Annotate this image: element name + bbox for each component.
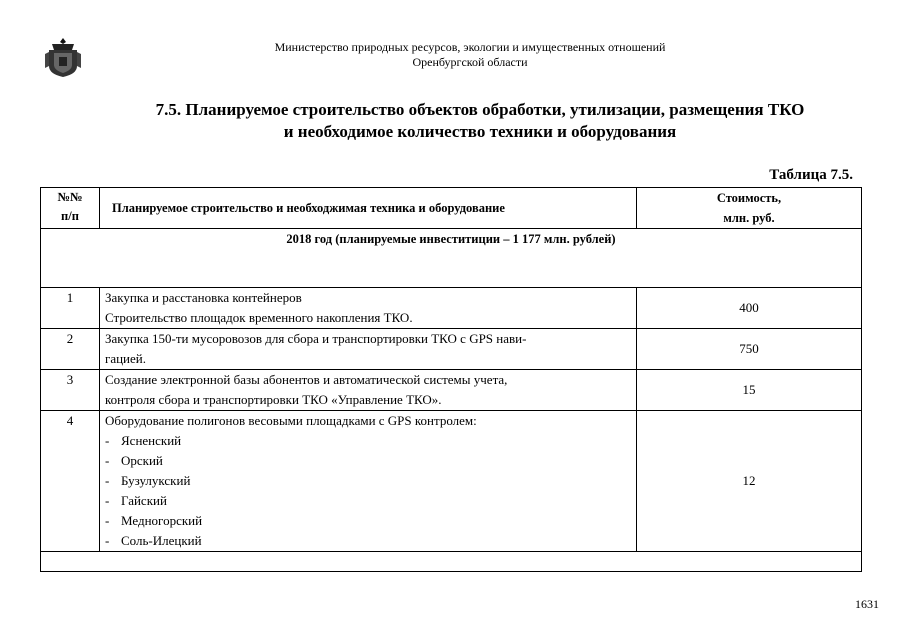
row-number: 2 [41,329,100,370]
row-cost: 400 [637,288,862,329]
investment-table [40,187,862,572]
row-description [100,370,637,411]
table-caption: Таблица 7.5. [769,167,853,183]
landfill-list-item [105,431,636,451]
region-name: Оренбургской области [412,55,528,69]
empty-cell [41,552,862,572]
table-header-row [41,188,862,229]
row-description-line: гацией. [105,351,146,366]
header-number [41,188,100,229]
list-dash: - [105,513,110,528]
row-number: 4 [41,411,100,552]
row-description [100,411,637,552]
row-cost: 12 [637,411,862,552]
landfill-list-item [105,451,636,471]
ministry-name: Министерство природных ресурсов, экологии и имущественных отношений [274,40,666,54]
section-title-line2: и необходимое количество техники и оборудования [283,122,677,141]
row-description-line: Оборудование полигонов весовыми площадками с GPS контролем: [105,413,477,428]
header-name: Планируемое строительство и необходжимая техника и оборудование [100,188,637,229]
landfill-name: Медногорский [121,513,203,528]
empty-row [41,552,862,572]
row-description-line: Закупка 150-ти мусоровозов для сбора и транспортировки ТКО с GPS нави- [105,331,527,346]
row-description [100,329,637,370]
row-description-line: Создание электронной базы абонентов и автоматической системы учета, [105,372,508,387]
oblast-emblem-icon [44,36,82,78]
list-dash: - [105,493,110,508]
landfill-list-item [105,511,636,531]
list-dash: - [105,533,110,548]
table-row [41,288,862,329]
row-description-line: Строительство площадок временного накопления ТКО. [105,310,413,325]
year-row [41,229,862,288]
row-description-line: Закупка и расстановка контейнеров [105,290,302,305]
table-row [41,370,862,411]
header-cost-line2: млн. руб. [723,211,775,225]
header-cost [637,188,862,229]
header-number-line2: п/п [61,209,79,223]
row-number: 1 [41,288,100,329]
document-header [140,40,800,70]
section-title-line1: 7.5. Планируемое строительство объектов обработки, утилизации, размещения ТКО [155,100,805,119]
row-description [100,288,637,329]
landfill-name: Орский [121,453,163,468]
landfill-list-item [105,491,636,511]
list-dash: - [105,453,110,468]
row-description-line: контроля сбора и транспортировки ТКО «Управление ТКО». [105,392,442,407]
list-dash: - [105,473,110,488]
section-title [60,99,900,143]
row-number: 3 [41,370,100,411]
list-dash: - [105,433,110,448]
year-cell: 2018 год (планируемые инвеститиции – 1 177 млн. рублей) [41,229,862,288]
landfill-name: Ясненский [121,433,182,448]
table-row [41,329,862,370]
page-number: 1631 [855,597,879,611]
landfill-name: Соль-Илецкий [121,533,202,548]
landfill-name: Гайский [121,493,167,508]
header-number-line1: №№ [57,190,83,204]
landfill-list-item [105,471,636,491]
row-cost: 15 [637,370,862,411]
landfill-list-item [105,531,636,551]
row-cost: 750 [637,329,862,370]
landfill-name: Бузулукский [121,473,191,488]
table-row [41,411,862,552]
header-cost-line1: Стоимость, [716,191,782,205]
